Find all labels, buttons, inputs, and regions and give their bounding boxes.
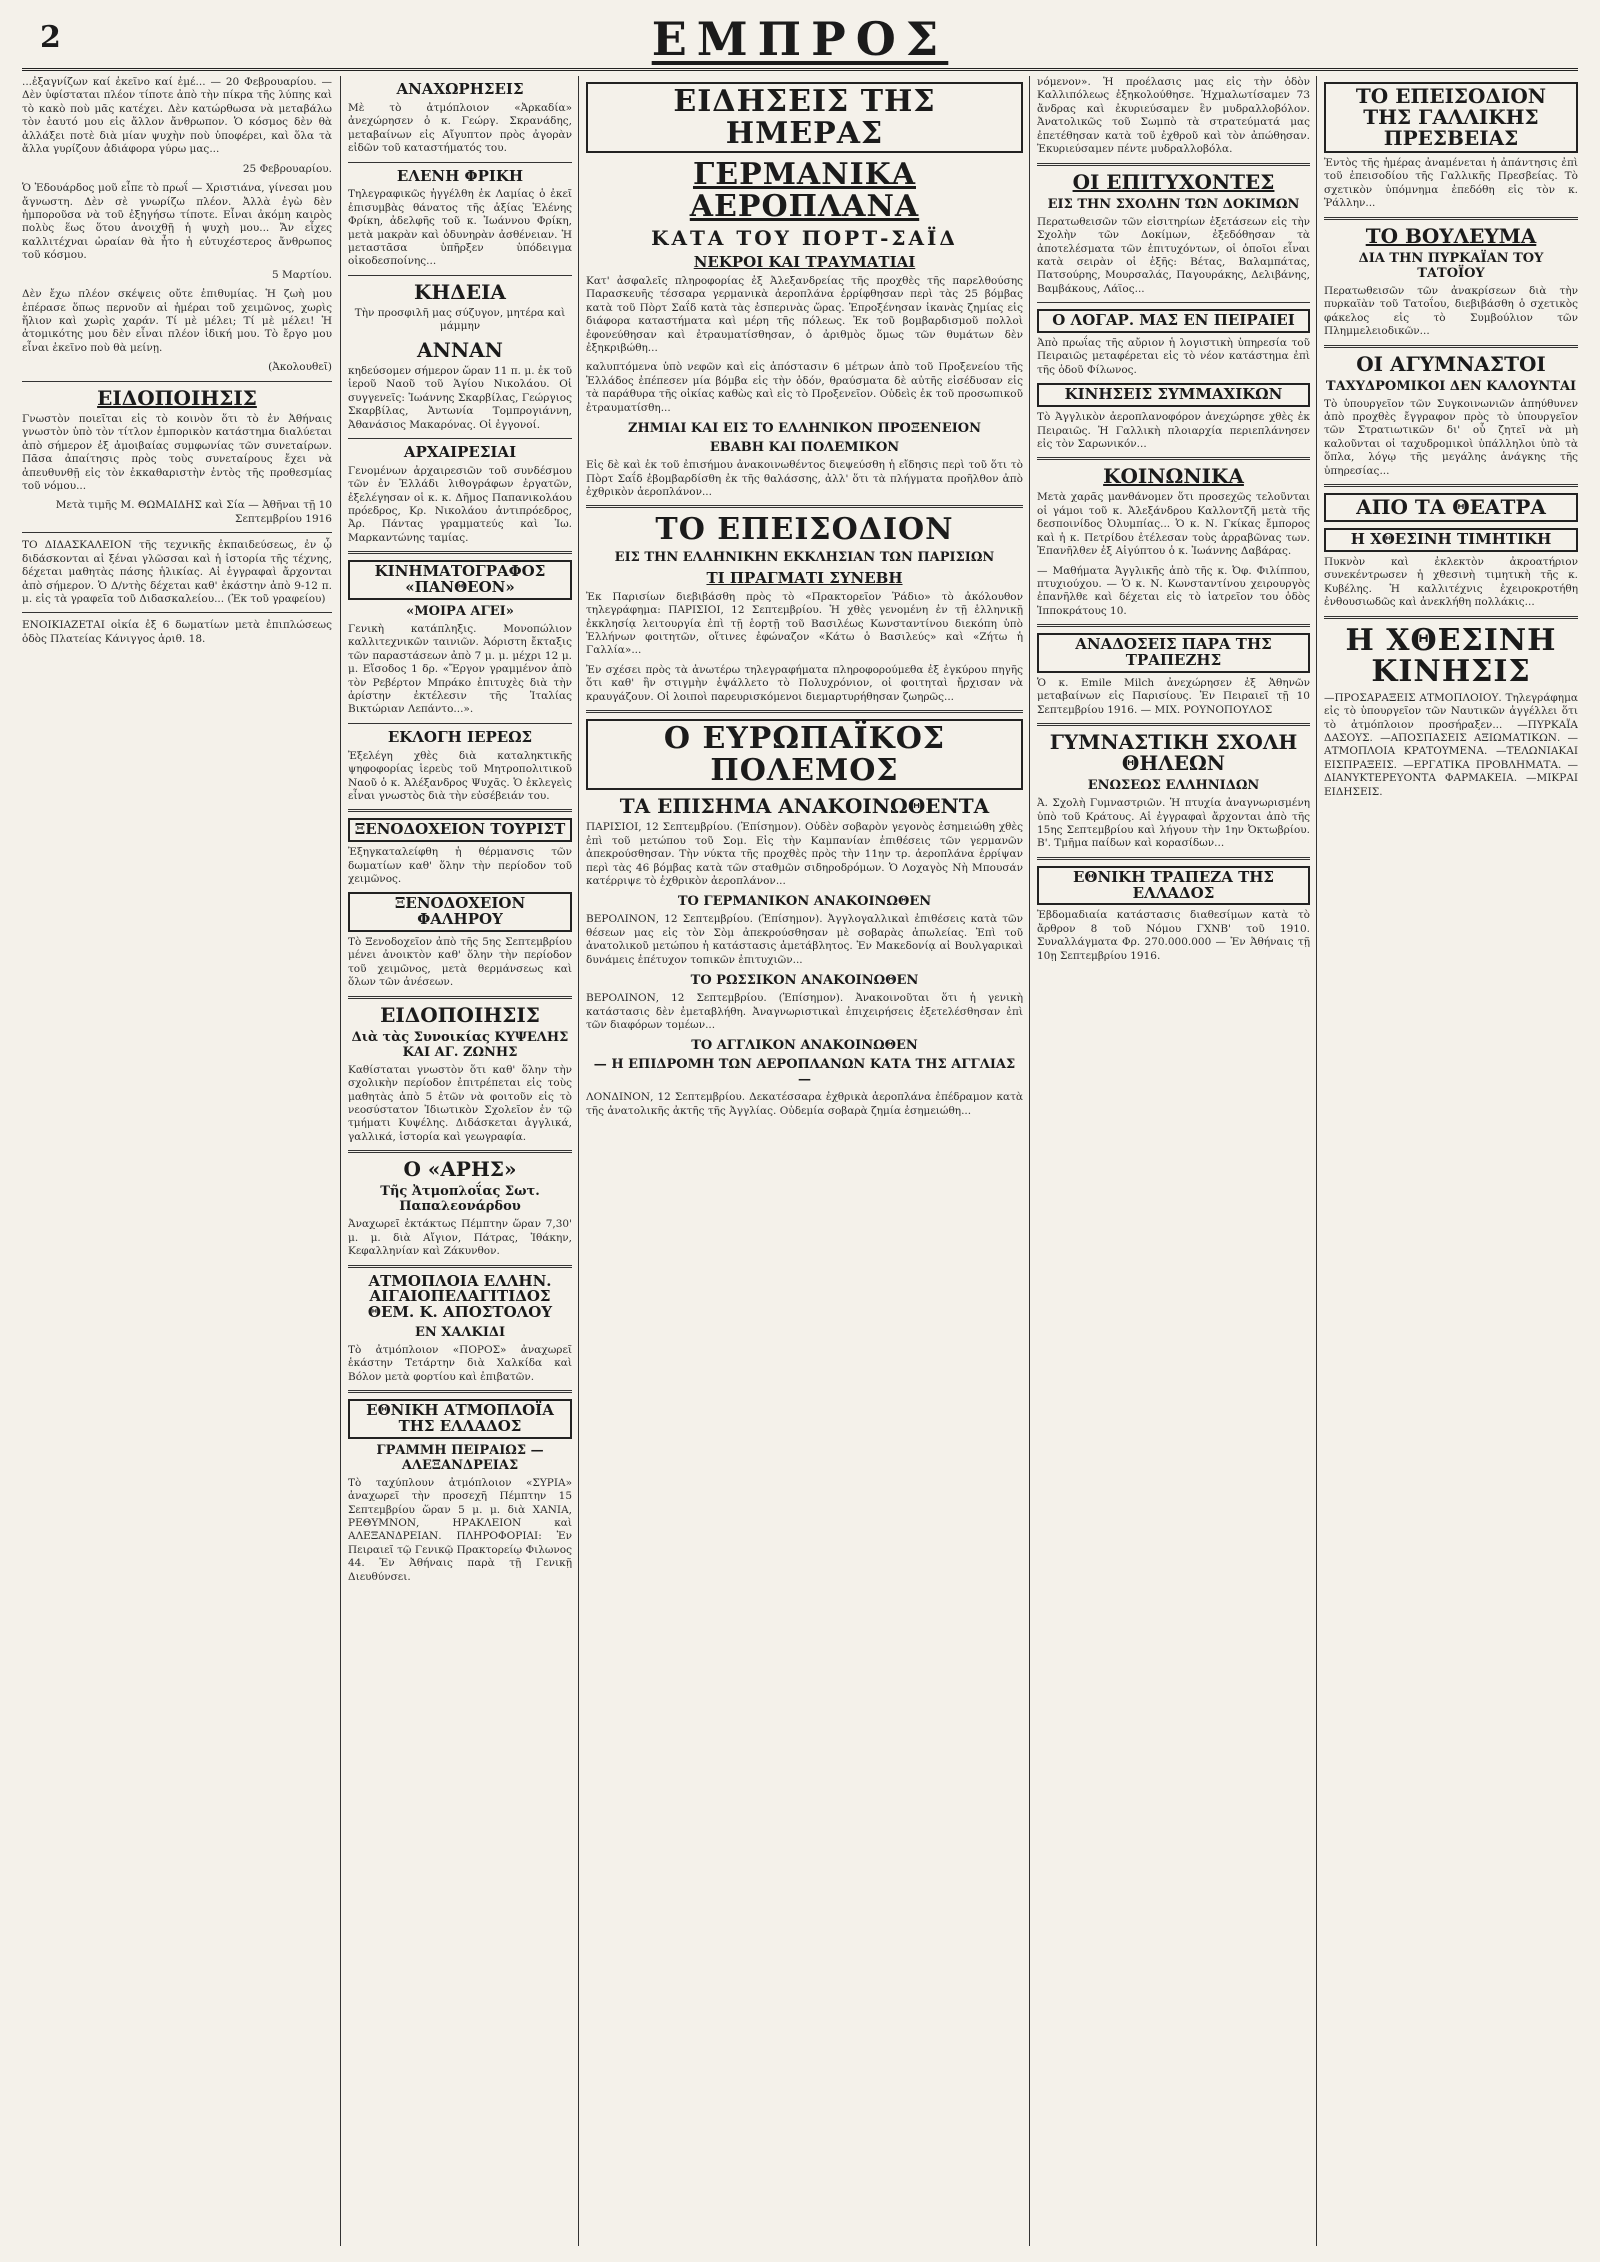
text-bank: Ἐβδομαδιαία κατάστασις διαθεσίμων κατὰ τὸ ἄρθρον 8 τοῦ Νόμου ΓΧΝΒ' τοῦ 1910. Συναλλάγματα Φρ. 270.000.000 — Ἐν Ἀθήναις τῇ 10ῃ Σεπτεμβρίου 1916. bbox=[1037, 909, 1310, 962]
war-subtitle: ΤΑ ΕΠΙΣΗΜΑ ΑΝΑΚΟΙΝΩΘΕΝΤΑ bbox=[619, 794, 990, 819]
heading-logar: Ο ΛΟΓΑΡ. ΜΑΣ ΕΝ ΠΕΙΡΑΙΕΙ bbox=[1037, 309, 1310, 333]
column-rule bbox=[1316, 76, 1317, 2246]
column-2 bbox=[348, 76, 572, 2246]
text-episodio: Ἐκ Παρισίων διεβιβάσθη πρὸς τὸ «Πρακτορεῖον Ῥάδιο» τὸ ἀκόλουθον τηλεγράφημα: ΠΑΡΙΣΙΟΙ, 12 Σεπτεμβρίου. Ἡ χθὲς γενομένη ἐν τῇ ἑλληνικῇ ἐκκλησίᾳ λειτουργία ἐπὶ τῇ ἑορτῇ τοῦ Βασιλέως Κωνσταντίνου διεκόπη ὑπὸ Ἑλλήνων φοιτητῶν, οἵτινες ἐφώναζον «Κάτω ὁ Βασιλεύς» καὶ «Ζήτω ἡ Γαλλία»... bbox=[586, 590, 1023, 657]
serial-text: ...ἐξαγνίζων καί ἐκεῖνο καί ἐμέ... — 20 Φεβρουαρίου. — Δὲν ὑφίσταται πλέον τίποτε ἀπὸ τὴν πίκρα τῆς λύπης καὶ τὸ κακὸ ποὺ μᾶς κατέχει. Δὲν κατώρθωσα νὰ μεταβάλω τὸν ἑαυτό μου εἰς ἄλλον ἄνθρωπον. Ὁ κόσμος δὲν θὰ ἀλλάξει ποτὲ διὰ μίαν ψυχὴν ποὺ ὑποφέρει, καὶ ὅλα τὰ ἄλλα γυρίζουν ἀδιάφορα γύρω μας... bbox=[22, 76, 332, 156]
kidia-intro: Τὴν προσφιλῆ μας σύζυγον, μητέρα καὶ μάμμην bbox=[354, 306, 566, 333]
text-eleni: Τηλεγραφικῶς ἠγγέλθη ἐκ Λαμίας ὁ ἐκεῖ ἐπισυμβὰς θάνατος τῆς ἀξίας Ἑλένης Φρίκη, ἀδελφῆς τοῦ κ. Ἰωάννου Φρίκη, μετὰ μακρὰν καὶ ὀδυνηρὰν ἀσθένειαν. Ἡ μεταστᾶσα ὑπῆρξεν ὑπόδειγμα οἰκοδεσποίνης... bbox=[348, 188, 572, 268]
serial-text: Δὲν ἔχω πλέον σκέψεις οὔτε ἐπιθυμίας. Ἡ ζωὴ μου ἐπέρασε ὅπως περνοῦν αἱ ἡμέραι τοῦ χειμῶνος, χωρὶς ἥλιον καὶ χωρὶς χαράν. Τί μὲ μέλει; Τί μὲ μέλει! Ἡ ἀτομικότης μου δὲν εἶναι πλέον ἰδική μου. Τὸ ἔργο μου εἶναι ἐκεῖνο ποὺ θὰ μείνῃ. bbox=[22, 288, 332, 354]
heading-voulevma: ΤΟ ΒΟΥΛΕΥΜΑ bbox=[1365, 223, 1537, 248]
heading-planes: ΓΕΡΜΑΝΙΚΑ ΑΕΡΟΠΛΑΝΑ bbox=[689, 157, 920, 224]
serial-date: 5 Μαρτίου. bbox=[271, 268, 332, 281]
voulevma-subtitle: ΔΙΑ ΤΗΝ ΠΥΡΚΑΪΑΝ ΤΟΥ ΤΑΤΟΪΟΥ bbox=[1358, 250, 1544, 281]
text-war: ΠΑΡΙΣΙΟΙ, 12 Σεπτεμβρίου. (Ἐπίσημον). Οὐδὲν σοβαρὸν γεγονὸς ἐσημειώθη χθὲς ἐπὶ τοῦ μετώπου τοῦ Σομ. Εἰς τὴν Καμπανίαν ἐπιθέσεις τῶν γερμανῶν ἀπεκρούσθησαν. Τὴν νύκτα τῆς προχθὲς πρὸς τὴν 11ην τρ. ἀεροπλάνα ἐρρίψαν περὶ τὰς 46 βόμβας κατὰ τῶν σταθμῶν σιδηροδρόμων. Ὁ Λοχαγὸς Νὴ Μπουσάν κατέρριψε τὸ ἐχθρικὸν ἀεροπλάνον... bbox=[586, 821, 1023, 887]
eidopoiisis-subtitle: Διὰ τὰς Συνοικίας ΚΥΨΕΛΗΣ ΚΑΙ ΑΓ. ΖΩΝΗΣ bbox=[351, 1029, 569, 1060]
epitychontes-subtitle: ΕΙΣ ΤΗΝ ΣΧΟΛΗΝ ΤΩΝ ΔΟΚΙΜΩΝ bbox=[1047, 196, 1300, 212]
text-top: νόμενον». Ἡ προέλασις μας εἰς τὴν ὁδὸν Καλλιπόλεως ἐξηκολούθησε. Ἠχμαλωτίσαμεν 73 ἄνδρας καὶ ἐκυριεύσαμεν ἓν μυδραλλοβόλον. Ἀνατολικῶς τοῦ Σωμπὸ τὰ στρατεύματά μας ἐπετέθησαν κατὰ τοῦ ἐχθροῦ καὶ τὸν ἀπώθησαν. Ἐκυριεύσαμεν πέντε μυδραλλοβόλα. bbox=[1037, 76, 1310, 156]
column-rule bbox=[578, 76, 579, 2246]
episodio-subtitle: ΕΙΣ ΤΗΝ ΕΛΛΗΝΙΚΗΝ ΕΚΚΛΗΣΙΑΝ ΤΩΝ ΠΑΡΙΣΙΩΝ bbox=[614, 549, 995, 565]
text-doctor: — Μαθήματα Ἀγγλικῆς ἀπὸ τῆς κ. Ὀφ. Φιλίππου, πτυχιούχου. — Ὁ κ. Ν. Κωνσταντίνου χειρουργὸς ἐπανῆλθε καὶ δέχεται εἰς τὸ ἰατρεῖον του ὁδὸς Ἱπποκράτους 10. bbox=[1037, 564, 1310, 617]
newspaper-title: ΕΜΠΡΟΣ bbox=[651, 12, 949, 66]
planes-subtitle-2: ΝΕΚΡΟΙ ΚΑΙ ΤΡΑΥΜΑΤΙΑΙ bbox=[693, 253, 916, 271]
text-epitychontes: Περατωθεισῶν τῶν εἰσιτηρίων ἐξετάσεων εἰς τὴν Σχολὴν τῶν Δοκίμων, ἐξεδόθησαν τὰ ἀποτελέσματα τῶν ἐπιτυχόντων, οἱ ὁποῖοι εἶναι κατὰ σειρὰν οἱ ἑξῆς: Βέτας, Βαλαμπάτας, Πατσούρης, Μουρσαλάς, Παγουράκης, Δελιβάνης, Βαμβάκους, Λάϊος... bbox=[1037, 215, 1310, 295]
text-tourist: Ἐξηγκαταλείφθη ἡ θέρμανσις τῶν δωματίων καθ' ὅλην τὴν περίοδον τοῦ χειμῶνος. bbox=[348, 846, 572, 885]
heading-eleni: ΕΛΕΝΗ ΦΡΙΚΗ bbox=[396, 166, 524, 185]
heading-anadoseis: ΑΝΑΔΟΣΕΙΣ ΠΑΡΑ ΤΗΣ ΤΡΑΠΕΖΗΣ bbox=[1037, 633, 1310, 673]
cinema-subtitle: «ΜΟΙΡΑ ΑΓΕΙ» bbox=[406, 603, 514, 619]
ethniki-subtitle: ΓΡΑΜΜΗ ΠΕΙΡΑΙΩΣ — ΑΛΕΞΑΝΔΡΕΙΑΣ bbox=[376, 1442, 544, 1473]
heading-kinisis: Η ΧΘΕΣΙΝΗ ΚΙΝΗΣΙΣ bbox=[1345, 622, 1557, 690]
text-galliki: Ἐντὸς τῆς ἡμέρας ἀναμένεται ἡ ἀπάντησις ἐπὶ τοῦ ἐπεισοδίου τῆς Γαλλικῆς Πρεσβείας. Τὸ σχετικὸν ὑπόμνημα ἐπεδόθη εἰς τὸν κ. Ῥάλλην... bbox=[1324, 157, 1578, 210]
text-ekloge: Ἐξελέγη χθὲς διὰ καταληκτικῆς ψηφοφορίας ἱερεὺς τοῦ Μητροπολιτικοῦ Ναοῦ ὁ κ. Ἀλέξανδρος Ψυχᾶς. Ὁ ἐκλεγεὶς εἶναι γνωστὸς διὰ τὴν εὐσέβειάν του. bbox=[348, 749, 572, 802]
heading-agymnastoi: ΟΙ ΑΓΥΜΝΑΣΤΟΙ bbox=[1356, 351, 1546, 376]
heading-aris: Ο «ΑΡΗΣ» bbox=[403, 1157, 517, 1182]
text-apostolou: Τὸ ἀτμόπλοιον «ΠΟΡΟΣ» ἀναχωρεῖ ἑκάστην Τετάρτην διὰ Χαλκίδα καὶ Βόλον μετὰ φορτίου καὶ ἐπιβατῶν. bbox=[348, 1343, 572, 1383]
aris-subtitle: Τῆς Ἀτμοπλοΐας Σωτ. Παπαλεονάρδου bbox=[380, 1184, 540, 1215]
heading-theatra: ΑΠΟ ΤΑ ΘΕΑΤΡΑ bbox=[1324, 493, 1578, 522]
heading-archairesiai: ΑΡΧΑΙΡΕΣΙΑΙ bbox=[403, 442, 517, 461]
text-german: ΒΕΡΟΛΙΝΟΝ, 12 Σεπτεμβρίου. (Ἐπίσημον). Ἀγγλογαλλικαὶ ἐπιθέσεις κατὰ τῶν θέσεων μας εἰς τὸν Σὸμ ἀπεκρούσθησαν μὲ σοβαρὰς ἀπωλείας. Ἐπὶ τοῦ ἀνατολικοῦ μετώπου ἡ κατάστασις ἀμετάβλητος. Ἐν Μακεδονίᾳ αἱ Βουλγαρικαὶ δυνάμεις ἐπέτυχον τοπικῶν ἐπιτυχιῶν... bbox=[586, 913, 1023, 966]
text-episodio-continued: Ἐν σχέσει πρὸς τὰ ἀνωτέρω τηλεγραφήματα πληροφορούμεθα ἐξ ἐγκύρου πηγῆς ὅτι καθ' ἣν στιγμὴν ἐψάλλετο τὸ Πολυχρόνιον, οἱ φοιτηταὶ ἤρχισαν νὰ κραυγάζουν. Οἱ λοιποὶ παρευρισκόμενοι διεμαρτυρήθησαν ζωηρῶς... bbox=[586, 663, 1023, 703]
text-logar: Ἀπὸ πρωΐας τῆς αὔριον ἡ λογιστικὴ ὑπηρεσία τοῦ Πειραιῶς μεταφέρεται εἰς τὸ νέον κατάστημα ἐπὶ τῆς ὁδοῦ Φίλωνος. bbox=[1037, 337, 1310, 376]
heading-apostolou: ΑΤΜΟΠΛΟΙΑ ΕΛΛΗΝ. ΑΙΓΑΙΟΠΕΛΑΓΙΤΙΔΟΣ ΘΕΜ. Κ. ΑΠΟΣΤΟΛΟΥ bbox=[367, 1271, 553, 1322]
text-english: ΛΟΝΔΙΝΟΝ, 12 Σεπτεμβρίου. Δεκατέσσαρα ἐχθρικὰ ἀεροπλάνα ἐπέδραμον κατὰ τῆς ἀνατολικῆς ἀκτῆς τῆς Ἀγγλίας. Οὐδεμία σοβαρὰ ζημία ἐσημειώθη... bbox=[586, 1091, 1023, 1117]
text-koinonika: Μετὰ χαρᾶς μανθάνομεν ὅτι προσεχῶς τελοῦνται οἱ γάμοι τοῦ κ. Ἀλεξάνδρου Καλλοντζῆ μετὰ τῆς δεσποινίδος Ὀλυμπίας... Ὁ κ. Ν. Γκίκας ἔμπορος καὶ ἡ κ. Πετρίδου ἐτέλεσαν τοὺς ἀρραβῶνας των. Ἐπανῆλθεν ἐξ Αἰγύπτου ὁ κ. Ἰωάννης Δαβάρας. bbox=[1037, 491, 1310, 558]
text-agymnastoi: Τὸ ὑπουργεῖον τῶν Συγκοινωνιῶν ἀπηύθυνεν ἀπὸ προχθὲς ἔγγραφον πρὸς τὸ ὑπουργεῖον τῶν Στρατιωτικῶν δι' οὗ ζητεῖ νὰ μὴ καλοῦνται οἱ ταχυδρομικοὶ ὑπάλληλοι ὑπὸ τὰ ὅπλα, λόγῳ τῆς μεγάλης ἀνάγκης τῆς ὑπηρεσίας... bbox=[1324, 397, 1578, 477]
text-eidopoiisis: Καθίσταται γνωστὸν ὅτι καθ' ὅλην τὴν σχολικὴν περίοδον ἐπιτρέπεται εἰς τοὺς μαθητὰς ἀπὸ 5 ἐτῶν νὰ φοιτοῦν εἰς τὸ νεοσύστατον Ἰδιωτικὸν Σχολεῖον ἐν τῷ τμήματι Κυψέλης. Διδάσκεται ἀγγλικά, γαλλικά, ἱστορία καὶ γεωγραφία. bbox=[348, 1063, 572, 1143]
column-5 bbox=[1324, 76, 1578, 2246]
newspaper-page bbox=[22, 10, 1578, 2254]
heading-anachoriseis: ΑΝΑΧΩΡΗΣΕΙΣ bbox=[396, 80, 524, 98]
serial-date: 25 Φεβρουαρίου. bbox=[242, 162, 332, 175]
text-aris: Ἀναχωρεῖ ἐκτάκτως Πέμπτην ὥραν 7,30' μ. μ. διὰ Αἴγιον, Πάτρας, Ἰθάκην, Κεφαλληνίαν καὶ Ζάκυνθον. bbox=[348, 1218, 572, 1258]
german-subtitle: ΤΟ ΓΕΡΜΑΝΙΚΟΝ ΑΝΑΚΟΙΝΩΘΕΝ bbox=[677, 894, 932, 910]
text-anachoriseis: Μὲ τὸ ἀτμόπλοιον «Ἀρκαδία» ἀνεχώρησεν ὁ κ. Γεώργ. Σκρανάδης, μεταβαίνων εἰς Αἴγυπτον πρὸς ἀγορὰν εἰδῶν τοῦ καταστήματός του. bbox=[348, 101, 572, 155]
text-timitiki: Πυκνὸν καὶ ἐκλεκτὸν ἀκροατήριον συνεκέντρωσεν ἡ χθεσινὴ τιμητικὴ τῆς κ. Κυβέλης. Ἡ καλλιτέχνις ἐχειροκροτήθη ἐνθουσιωδῶς καὶ ἀνεκλήθη πολλάκις... bbox=[1324, 555, 1578, 609]
text-kinisis: —ΠΡΟΣΑΡΑΞΕΙΣ ΑΤΜΟΠΛΟΙΟΥ. Τηλεγράφημα εἰς τὸ ὑπουργεῖον τῶν Ναυτικῶν ἀγγέλλει ὅτι τὸ ἀτμόπλοιον προσήραξεν... —ΠΥΡΚΑΪΑ ΔΑΣΟΥΣ. —ΑΠΟΣΠΑΣΕΙΣ ΑΞΙΩΜΑΤΙΚΩΝ. —ΑΤΜΟΠΛΟΙΑ ΚΡΑΤΟΥΜΕΝΑ. —ΤΕΛΩΝΙΑΚΑΙ ΕΙΣΠΡΑΞΕΙΣ. —ΕΡΓΑΤΙΚΑ ΠΡΟΒΛΗΜΑΤΑ. —ΔΙΑΝΥΚΤΕΡΕΥΟΝΤΑ ΦΑΡΜΑΚΕΙΑ. —ΜΙΚΡΑΙ ΕΙΔΗΣΕΙΣ. bbox=[1324, 691, 1578, 798]
heading-epitychontes: ΟΙ ΕΠΙΤΥΧΟΝΤΕΣ bbox=[1072, 169, 1275, 194]
kidia-name: ΑΝΝΑΝ bbox=[417, 337, 503, 362]
masthead bbox=[22, 10, 1578, 71]
heading-war: Ο ΕΥΡΩΠΑΪΚΟΣ ΠΟΛΕΜΟΣ bbox=[586, 719, 1023, 790]
heading-ethniki: ΕΘΝΙΚΗ ΑΤΜΟΠΛΟΪΑ ΤΗΣ ΕΛΛΑΔΟΣ bbox=[348, 1399, 572, 1439]
text-gym: Ἀ. Σχολὴ Γυμναστριῶν. Ἡ πτυχία ἀναγνωρισμένη ὑπὸ τοῦ Κράτους. Αἱ ἐγγραφαὶ ἄρχονται ἀπὸ τῆς 15ης Σεπτεμβρίου καὶ λήγουν τὴν 1ην Ὀκτωβρίου. Β'. Τμῆμα παίδων καὶ κορασίδων... bbox=[1037, 797, 1310, 850]
column-3 bbox=[586, 76, 1023, 2246]
serial-text: Ὁ Ἐδουάρδος μοῦ εἶπε τὸ πρωΐ — Χριστιάνα, γίνεσαι μου ἄγνωστη. Δὲν σὲ γνωρίζω πλέον. Ἀλλὰ ἐγὼ δὲν ἠμποροῦσα νὰ τοῦ ἐξηγήσω τίποτε. Εἶναι ἀκόμη καιρὸς πολὺς ἕως ὅτου ἀνοιχθῇ ἡ ψυχὴ μου... Ἄν εἶχες καλλιτέχναι ὠραίαν θὰ ἦτο ἡ εὐτυχέστερος ἄνθρωπος τοῦ κόσμου. bbox=[22, 182, 332, 262]
apostolou-subtitle: ΕΝ ΧΑΛΚΙΔΙ bbox=[414, 1324, 506, 1340]
text-archairesiai: Γενομένων ἀρχαιρεσιῶν τοῦ συνδέσμου τῶν ἐν Ἑλλάδι λιθογράφων ἐργατῶν, ἐξελέγησαν οἱ κ. κ. Δῆμος Παπανικολάου πρόεδρος, Κρ. Νικολάου ἀντιπρόεδρος, Ἀρ. Πάντας γραμματεύς καὶ Ἰω. Μαρκαντώνης ταμίας. bbox=[348, 464, 572, 544]
text-ethniki: Τὸ ταχύπλουν ἀτμόπλοιον «ΣΥΡΙΑ» ἀναχωρεῖ τὴν προσεχῆ Πέμπτην 15 Σεπτεμβρίου ὥραν 5 μ. μ. διὰ ΧΑΝΙΑ, ΡΕΘΥΜΝΟΝ, ΗΡΑΚΛΕΙΟΝ καὶ ΑΛΕΞΑΝΔΡΕΙΑΝ. ΠΛΗΡΟΦΟΡΙΑΙ: Ἐν Πειραιεῖ τῷ Γενικῷ Πρακτορείῳ Φιλωνος 44. Ἐν Ἀθήναις παρὰ τῇ Γενικῇ Διευθύνσει. bbox=[348, 1476, 572, 1583]
notice-text: Γνωστὸν ποιεῖται εἰς τὸ κοινὸν ὅτι τὸ ἐν Ἀθήναις γνωστὸν ὑπὸ τὸν τίτλον ἐμπορικὸν κατάστημα διαλύεται ἀπὸ σήμερον ἐξ ἀμοιβαίας συμφωνίας τῶν συνεταίρων. Πᾶσα ἀπαίτησις πρὸς τοὺς συνεταίρους ἔχει νὰ ἀπευθυνθῇ εἰς τὸν ἐκκαθαριστὴν ἐντὸς τῆς προθεσμίας τοῦ νόμου... bbox=[22, 412, 332, 492]
heading-cinema: ΚΙΝΗΜΑΤΟΓΡΑΦΟΣ «ΠΑΝΘΕΟΝ» bbox=[348, 560, 572, 600]
text-faliro: Τὸ Ξενοδοχεῖον ἀπὸ τῆς 5ης Σεπτεμβρίου μένει ἀνοικτὸν καθ' ὅλην τὴν περίοδον τοῦ χειμῶνος, μετὰ θερμάνσεως καὶ ὅλων τῶν ἀνέσεων. bbox=[348, 935, 572, 989]
column-1 bbox=[22, 76, 332, 2246]
heading-galliki: ΤΟ ΕΠΕΙΣΟΔΙΟΝ ΤΗΣ ΓΑΛΛΙΚΗΣ ΠΡΕΣΒΕΙΑΣ bbox=[1324, 82, 1578, 153]
heading-news: ΕΙΔΗΣΕΙΣ ΤΗΣ ΗΜΕΡΑΣ bbox=[586, 82, 1023, 153]
heading-kidia: ΚΗΔΕΙΑ bbox=[414, 279, 506, 304]
english-subtitle-2: — Η ΕΠΙΔΡΟΜΗ ΤΩΝ ΑΕΡΟΠΛΑΝΩΝ ΚΑΤΑ ΤΗΣ ΑΓΓΛΙΑΣ — bbox=[593, 1057, 1016, 1088]
agymnastoi-subtitle: ΤΑΧΥΔΡΟΜΙΚΟΙ ΔΕΝ ΚΑΛΟΥΝΤΑΙ bbox=[1325, 378, 1577, 394]
column-rule bbox=[1029, 76, 1030, 2246]
heading-tourist: ΞΕΝΟΔΟΧΕΙΟΝ ΤΟΥΡΙΣΤ bbox=[348, 818, 572, 842]
evavi-subtitle: ΕΒΑΒΗ ΚΑΙ ΠΟΛΕΜΙΚΟΝ bbox=[709, 440, 900, 456]
text-planes-continued: καλυπτόμενα ὑπὸ νεφῶν καὶ εἰς ἀπόστασιν 6 μέτρων ἀπὸ τοῦ Προξενείου τῆς Ἑλλάδος ἐπέπεσεν μία βόμβα εἰς τὴν ὁδόν, θραύσματα δὲ αὐτῆς εἰσέδυσαν εἰς τὰ παράθυρα τῆς οἰκίας καθὼς καὶ εἰς τὸ Προξενεῖον. Οὐδεὶς ἐκ τοῦ προσωπικοῦ ἐτραυματίσθη... bbox=[586, 361, 1023, 414]
text-kiniseis: Τὸ Ἀγγλικὸν ἀεροπλανοφόρον ἀνεχώρησε χθὲς ἐκ Πειραιῶς. Ἡ Γαλλικὴ πλοιαρχία περιεπλάνησεν εἰς τὸν Σαρωνικόν... bbox=[1037, 411, 1310, 450]
zimiai-subtitle: ΖΗΜΙΑΙ ΚΑΙ ΕΙΣ ΤΟ ΕΛΛΗΝΙΚΟΝ ΠΡΟΞΕΝΕΙΟΝ bbox=[627, 421, 982, 437]
text-evavi: Εἰς δὲ καὶ ἐκ τοῦ ἐπισήμου ἀνακοινωθέντος διεψεύσθη ἡ εἴδησις περὶ τοῦ ὅτι τὸ Πὸρτ Σαΐδ ἐβομβαρδίσθη ἐκ τῆς θαλάσσης, ἀλλ' ὅτι τὰ πλήγματα προῆλθον ἀπὸ ἐχθρικὸν ἀεροπλάνον... bbox=[586, 459, 1023, 498]
heading-ekloge: ΕΚΛΟΓΗ ΙΕΡΕΩΣ bbox=[387, 727, 533, 746]
text-kidia: κηδεύσομεν σήμερον ὥραν 11 π. μ. ἐκ τοῦ ἱεροῦ Ναοῦ τοῦ Ἁγίου Νικολάου. Οἱ συγγενεῖς: Ἰωάννης Σκαρβίλας, Γεώργιος Σκαρβίλας, Ἀντωνία Τομπρογιάννη, Ἀθανάσιος Μακαρόνας. Οἱ ἐγγονοί. bbox=[348, 364, 572, 431]
text-voulevma: Περατωθεισῶν τῶν ἀνακρίσεων διὰ τὴν πυρκαϊὰν τοῦ Τατοΐου, διεβιβάσθη ὁ σχετικὸς φάκελος εἰς τὸ Συμβούλιον τῶν Πλημμελειοδικῶν... bbox=[1324, 284, 1578, 338]
heading-kiniseis: ΚΙΝΗΣΕΙΣ ΣΥΜΜΑΧΙΚΩΝ bbox=[1037, 383, 1310, 407]
text-anadoseis: Ὁ κ. Emile Milch ἀνεχώρησεν ἐξ Ἀθηνῶν μεταβαίνων εἰς Παρισίους. Ἐν Πειραιεῖ τῇ 10 Σεπτεμβρίου 1916. — ΜΙΧ. ΡΟΥΝΟΠΟΥΛΟΣ bbox=[1037, 676, 1310, 716]
notice-heading: ΕΙΔΟΠΟΙΗΣΙΣ bbox=[97, 385, 257, 410]
heading-gym: ΓΥΜΝΑΣΤΙΚΗ ΣΧΟΛΗ ΘΗΛΕΩΝ bbox=[1049, 730, 1298, 776]
serial-continued: (Ἀκολουθεῖ) bbox=[268, 361, 332, 374]
page-number: 2 bbox=[40, 20, 61, 55]
school-notice: ΤΟ ΔΙΔΑΣΚΑΛΕΙΟΝ τῆς τεχνικῆς ἐκπαιδεύσεως, ἐν ᾧ διδάσκονται αἱ ξέναι γλῶσσαι καὶ ἡ ἱστορία τῆς τέχνης, δέχεται μαθητὰς πάσης ἡλικίας. Αἱ ἐγγραφαὶ ἄρχονται ἀπὸ σήμερον. Ὁ Δ/ντὴς δέχεται καθ' ἑκάστην ἀπὸ 9-12 π. μ. εἰς τὰ γραφεῖα τοῦ Διδασκαλείου... (Ἐκ τοῦ γραφείου) bbox=[22, 539, 332, 605]
text-russian: ΒΕΡΟΛΙΝΟΝ, 12 Σεπτεμβρίου. (Ἐπίσημον). Ἀνακοινοῦται ὅτι ἡ γενικὴ κατάστασις δὲν ἐμεταβλήθη. Ἀναγνωριστικαὶ ἐπιχειρήσεις ἐξετελέσθησαν ἐπὶ τῶν διαφόρων τομέων... bbox=[586, 992, 1023, 1031]
column-4 bbox=[1037, 76, 1310, 2246]
episodio-subtitle-2: ΤΙ ΠΡΑΓΜΑΤΙ ΣΥΝΕΒΗ bbox=[706, 568, 903, 587]
planes-subtitle-1: ΚΑΤΑ ΤΟΥ ΠΟΡΤ-ΣΑΪΔ bbox=[651, 226, 958, 250]
heading-koinonika: ΚΟΙΝΩΝΙΚΑ bbox=[1103, 464, 1244, 489]
gym-subtitle: ΕΝΩΣΕΩΣ ΕΛΛΗΝΙΔΩΝ bbox=[1087, 778, 1260, 794]
heading-episodio: ΤΟ ΕΠΕΙΣΟΔΙΟΝ bbox=[655, 512, 954, 548]
heading-timitiki: Η ΧΘΕΣΙΝΗ ΤΙΜΗΤΙΚΗ bbox=[1324, 528, 1578, 552]
text-cinema: Γενικὴ κατάπληξις. Μονοπώλιον καλλιτεχνικῶν ταινιῶν. Ἀόριστη ἔκταξις τῶν παραστάσεων ἀπὸ 7 μ. μ. μέχρι 12 μ. μ. Εἴσοδος 1 δρ. «Ἔργον γραμμένον ἀπὸ τὸν Ρεβέρτον Μπράκο ἐπιτυχὲς διὰ τὴν ἀρίστην ἐκτέλεσιν τῆς Ἰταλίας Βικτώριαν Λεπάντο...». bbox=[348, 622, 572, 716]
heading-bank: ΕΘΝΙΚΗ ΤΡΑΠΕΖΑ ΤΗΣ ΕΛΛΑΔΟΣ bbox=[1037, 866, 1310, 906]
notice-signature: Μετὰ τιμῆς Μ. ΘΩΜΑΙΔΗΣ καὶ Σία — Ἀθῆναι τῇ 10 Σεπτεμβρίου 1916 bbox=[55, 499, 332, 525]
russian-subtitle: ΤΟ ΡΩΣΣΙΚΟΝ ΑΝΑΚΟΙΝΩΘΕΝ bbox=[690, 973, 919, 989]
heading-eidopoiisis: ΕΙΔΟΠΟΙΗΣΙΣ bbox=[380, 1002, 540, 1027]
heading-faliro: ΞΕΝΟΔΟΧΕΙΟΝ ΦΑΛΗΡΟΥ bbox=[348, 892, 572, 932]
rent-ad: ΕΝΟΙΚΙΑΖΕΤΑΙ οἰκία ἐξ 6 δωματίων μετὰ ἐπιπλώσεως ὁδὸς Πλατείας Κάνιγγος ἀριθ. 18. bbox=[22, 619, 332, 645]
text-planes: Κατ' ἀσφαλεῖς πληροφορίας ἐξ Ἀλεξανδρείας τῆς προχθὲς τῆς παρελθούσης Παρασκευῆς τέσσαρα γερμανικὰ ἀεροπλάνα ἐρρίφθησαν περὶ τὰς 25 βόμβας κατὰ τοῦ Πὸρτ Σαΐδ κατὰ τὰς ἐσπερινὰς ὥρας. Ἐπροξένησαν ἱκανὰς ζημίας εἰς διάφορα καταστήματα καὶ μέρη τῆς πόλεως. Ἐκ τοῦ βομβαρδισμοῦ πολλοὶ ἐφονεύθησαν καὶ ἐτραυματίσθησαν, ὁ ἀριθμὸς ὅμως τῶν θυμάτων δὲν ἐξηκριβώθη... bbox=[586, 274, 1023, 354]
column-rule bbox=[340, 76, 341, 2246]
english-subtitle: ΤΟ ΑΓΓΛΙΚΟΝ ΑΝΑΚΟΙΝΩΘΕΝ bbox=[691, 1038, 918, 1054]
